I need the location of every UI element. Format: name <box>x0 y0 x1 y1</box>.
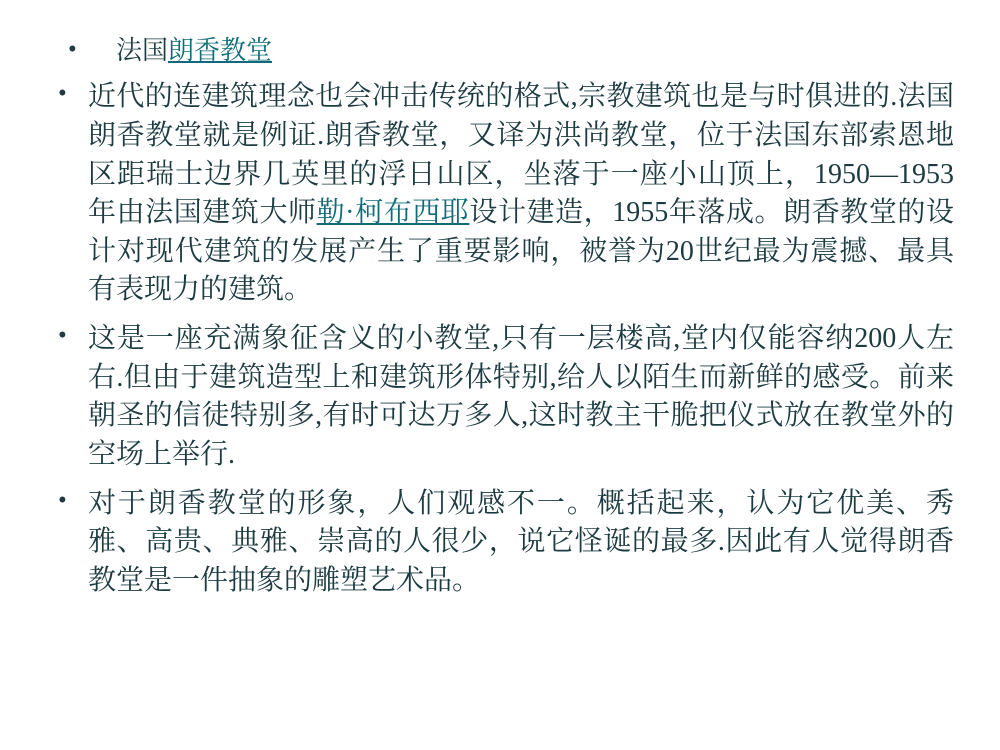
hyperlink-text[interactable]: 朗香教堂 <box>168 36 273 65</box>
bullet-paragraph-1 <box>46 78 954 310</box>
body-text: 近代的连建筑理念也会冲击传统的格式,宗教建筑也是与时俱进的.法国朗香教堂就是例证.朗香教堂，又译为洪尚教堂，位于法国东部索恩地区距瑞士边界几英里的浮日山区，坐落于一座小山顶上，1950—1953年由法国建筑大师 <box>88 81 954 229</box>
bullet-title-line <box>46 34 954 68</box>
bullet-paragraph-3 <box>46 485 954 601</box>
bullet-paragraph-2 <box>46 320 954 475</box>
body-text: 法国 <box>116 36 169 65</box>
body-text: 对于朗香教堂的形象，人们观感不一。概括起来，认为它优美、秀雅、高贵、典雅、崇高的人很少，说它怪诞的最多.因此有人觉得朗香教堂是一件抽象的雕塑艺术品。 <box>88 487 954 596</box>
hyperlink-text[interactable]: 勒·柯布西耶 <box>316 197 470 229</box>
body-text: 这是一座充满象征含义的小教堂,只有一层楼高,堂内仅能容纳200人左右.但由于建筑造型上和建筑形体特别,给人以陌生而新鲜的感受。前来朝圣的信徒特别多,有时可达万多人,这时教主干脆把仪式放在教堂外的空场上举行. <box>88 323 954 470</box>
body-text: 设计建造，1955年落成。朗香教堂的设计对现代建筑的发展产生了重要影响，被誉为20世纪最为震撼、最具有表现力的建筑。 <box>88 197 954 306</box>
bullet-list <box>46 34 954 600</box>
